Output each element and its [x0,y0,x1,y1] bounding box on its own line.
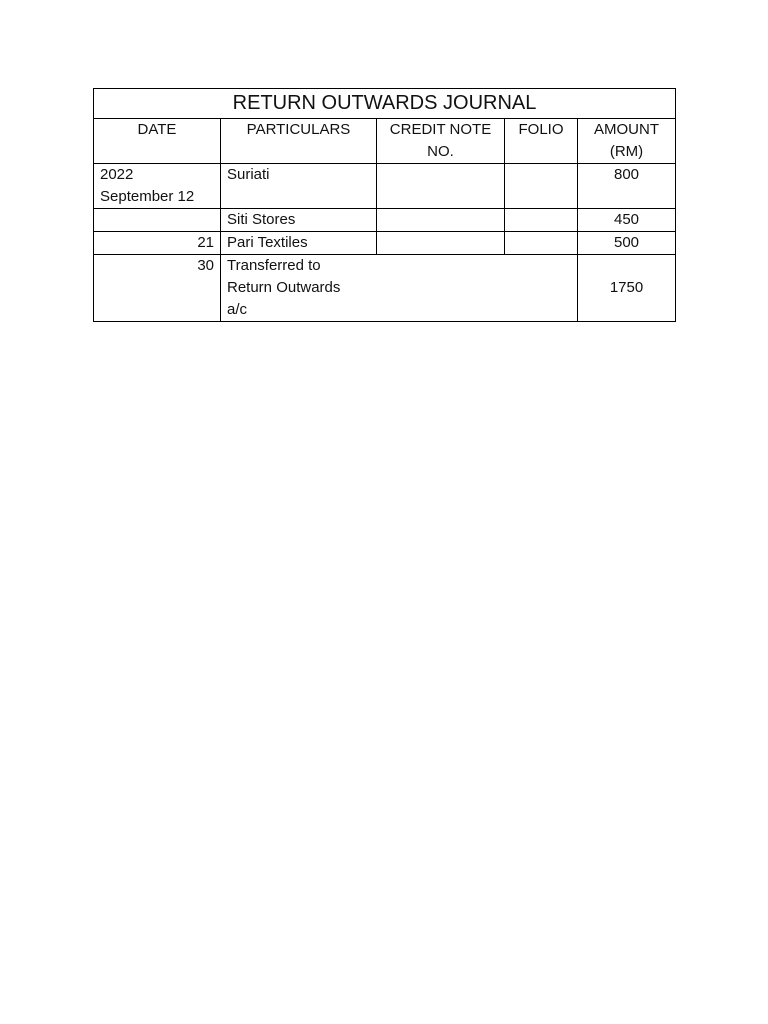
row-folio [505,232,578,255]
journal-title: RETURN OUTWARDS JOURNAL [94,89,676,119]
row-amount-total: 1750 [578,255,676,322]
row-date [94,164,221,209]
header-date: DATE [94,119,221,164]
header-credit-note-line2: NO. [427,143,454,160]
row-credit-note [377,164,505,209]
row-amount: 800 [578,164,676,209]
table-row-total [94,255,676,322]
row-particulars: Pari Textiles [221,232,377,255]
header-amount [578,119,676,164]
particulars-line2: Return Outwards [227,279,341,296]
header-credit-note [377,119,505,164]
table-row [94,164,676,209]
title-row [94,89,676,119]
particulars-line1: Transferred to [227,257,321,274]
header-amount-line2: (RM) [609,143,644,160]
row-particulars [221,255,578,322]
date-year: 2022 [100,166,134,183]
row-amount: 450 [578,209,676,232]
row-folio [505,164,578,209]
row-date [94,209,221,232]
row-credit-note [377,232,505,255]
header-particulars: PARTICULARS [221,119,377,164]
row-credit-note [377,209,505,232]
row-date: 21 [94,232,221,255]
header-credit-note-line1: CREDIT NOTE [389,121,492,138]
row-particulars: Siti Stores [221,209,377,232]
header-row [94,119,676,164]
row-folio [505,209,578,232]
row-particulars: Suriati [221,164,377,209]
particulars-line3: a/c [227,301,248,318]
table-row [94,209,676,232]
header-folio: FOLIO [505,119,578,164]
header-amount-line1: AMOUNT [594,121,660,138]
table-row [94,232,676,255]
row-amount: 500 [578,232,676,255]
return-outwards-journal-table [93,88,676,322]
row-date: 30 [94,255,221,322]
date-month-day: September 12 [100,188,195,205]
